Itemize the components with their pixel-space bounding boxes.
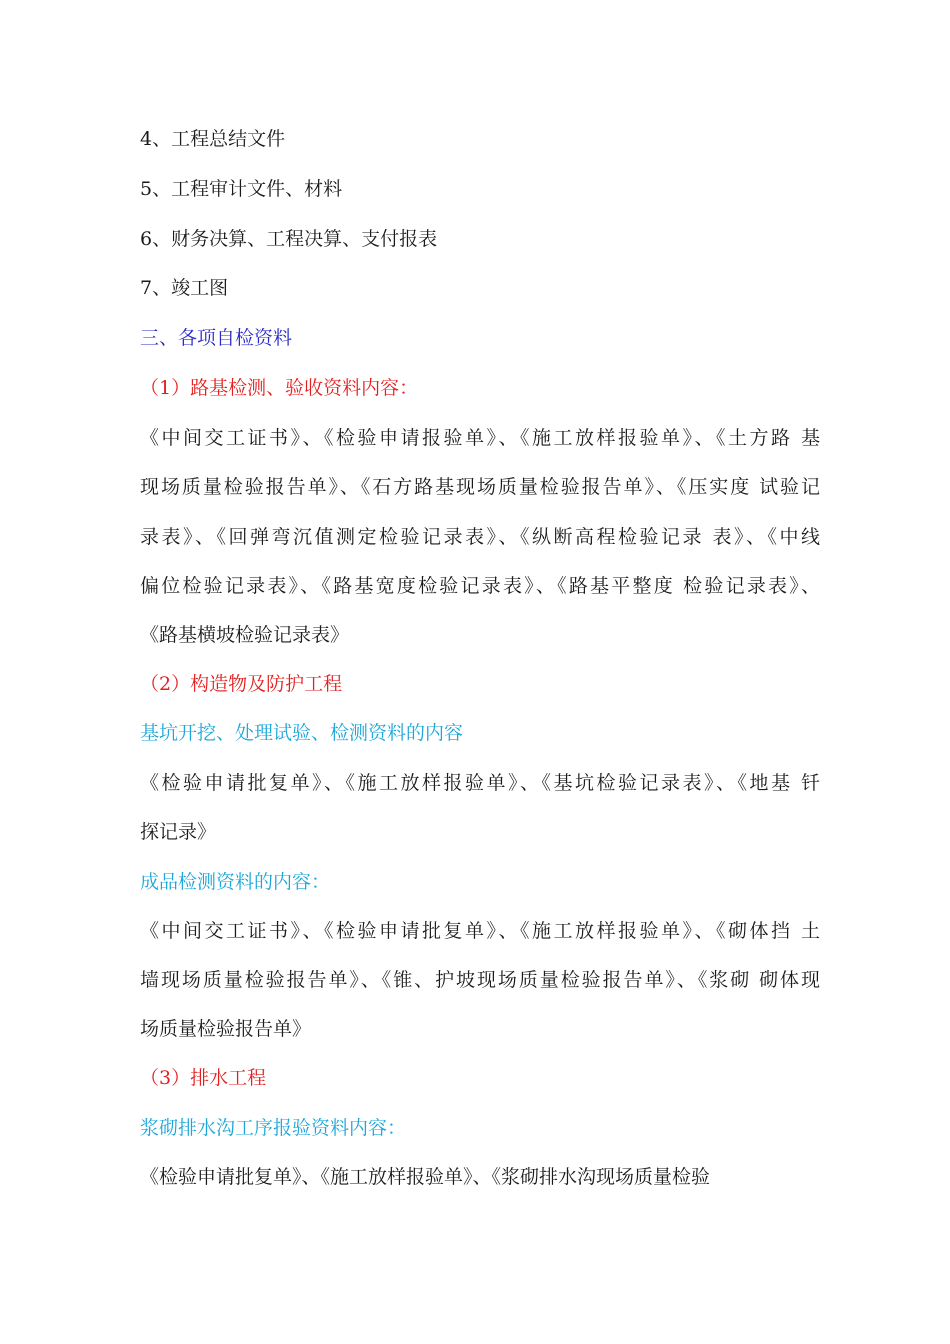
paragraph-line: 《检验申请批复单》、《施工放样报验单》、《基坑检验记录表》、《地基 钎 [140,772,820,794]
paragraph-line: 墙现场质量检验报告单》、《锥、护坡现场质量检验报告单》、《浆砌 砌体现 [140,969,820,991]
paragraph-line: 录表》、《回弹弯沉值测定检验记录表》、《纵断高程检验记录 表》、《中线 [140,526,820,548]
paragraph-line: 《中间交工证书》、《检验申请批复单》、《施工放样报验单》、《砌体挡 土 [140,920,820,942]
list-item-7: 7、竣工图 [140,277,229,299]
paragraph-line: 现场质量检验报告单》、《石方路基现场质量检验报告单》、《压实度 试验记 [140,476,820,498]
paragraph-line: 场质量检验报告单》 [140,1018,312,1040]
section-heading-3: 三、各项自检资料 [140,327,293,349]
subsection-heading-1: （1）路基检测、验收资料内容： [140,377,419,399]
paragraph-line: 探记录》 [140,821,217,843]
list-item-4: 4、工程总结文件 [140,128,286,150]
paragraph-line: 偏位检验记录表》、《路基宽度检验记录表》、《路基平整度 检验记录表》、 [140,575,820,597]
paragraph-line: 《中间交工证书》、《检验申请报验单》、《施工放样报验单》、《土方路 基 [140,427,820,449]
subsection-heading-3: （3）排水工程 [140,1067,267,1089]
list-item-6: 6、财务决算、工程决算、支付报表 [140,228,438,250]
paragraph-line: 《路基横坡检验记录表》 [140,624,350,646]
subsection-heading-2: （2）构造物及防护工程 [140,673,343,695]
list-item-5: 5、工程审计文件、材料 [140,178,343,200]
topic-heading-drain: 浆砌排水沟工序报验资料内容： [140,1117,407,1139]
topic-heading-product: 成品检测资料的内容： [140,871,331,893]
topic-heading-pit: 基坑开挖、处理试验、检测资料的内容 [140,722,464,744]
paragraph-line: 《检验申请批复单》、《施工放样报验单》、《浆砌排水沟现场质量检验 [140,1166,711,1188]
